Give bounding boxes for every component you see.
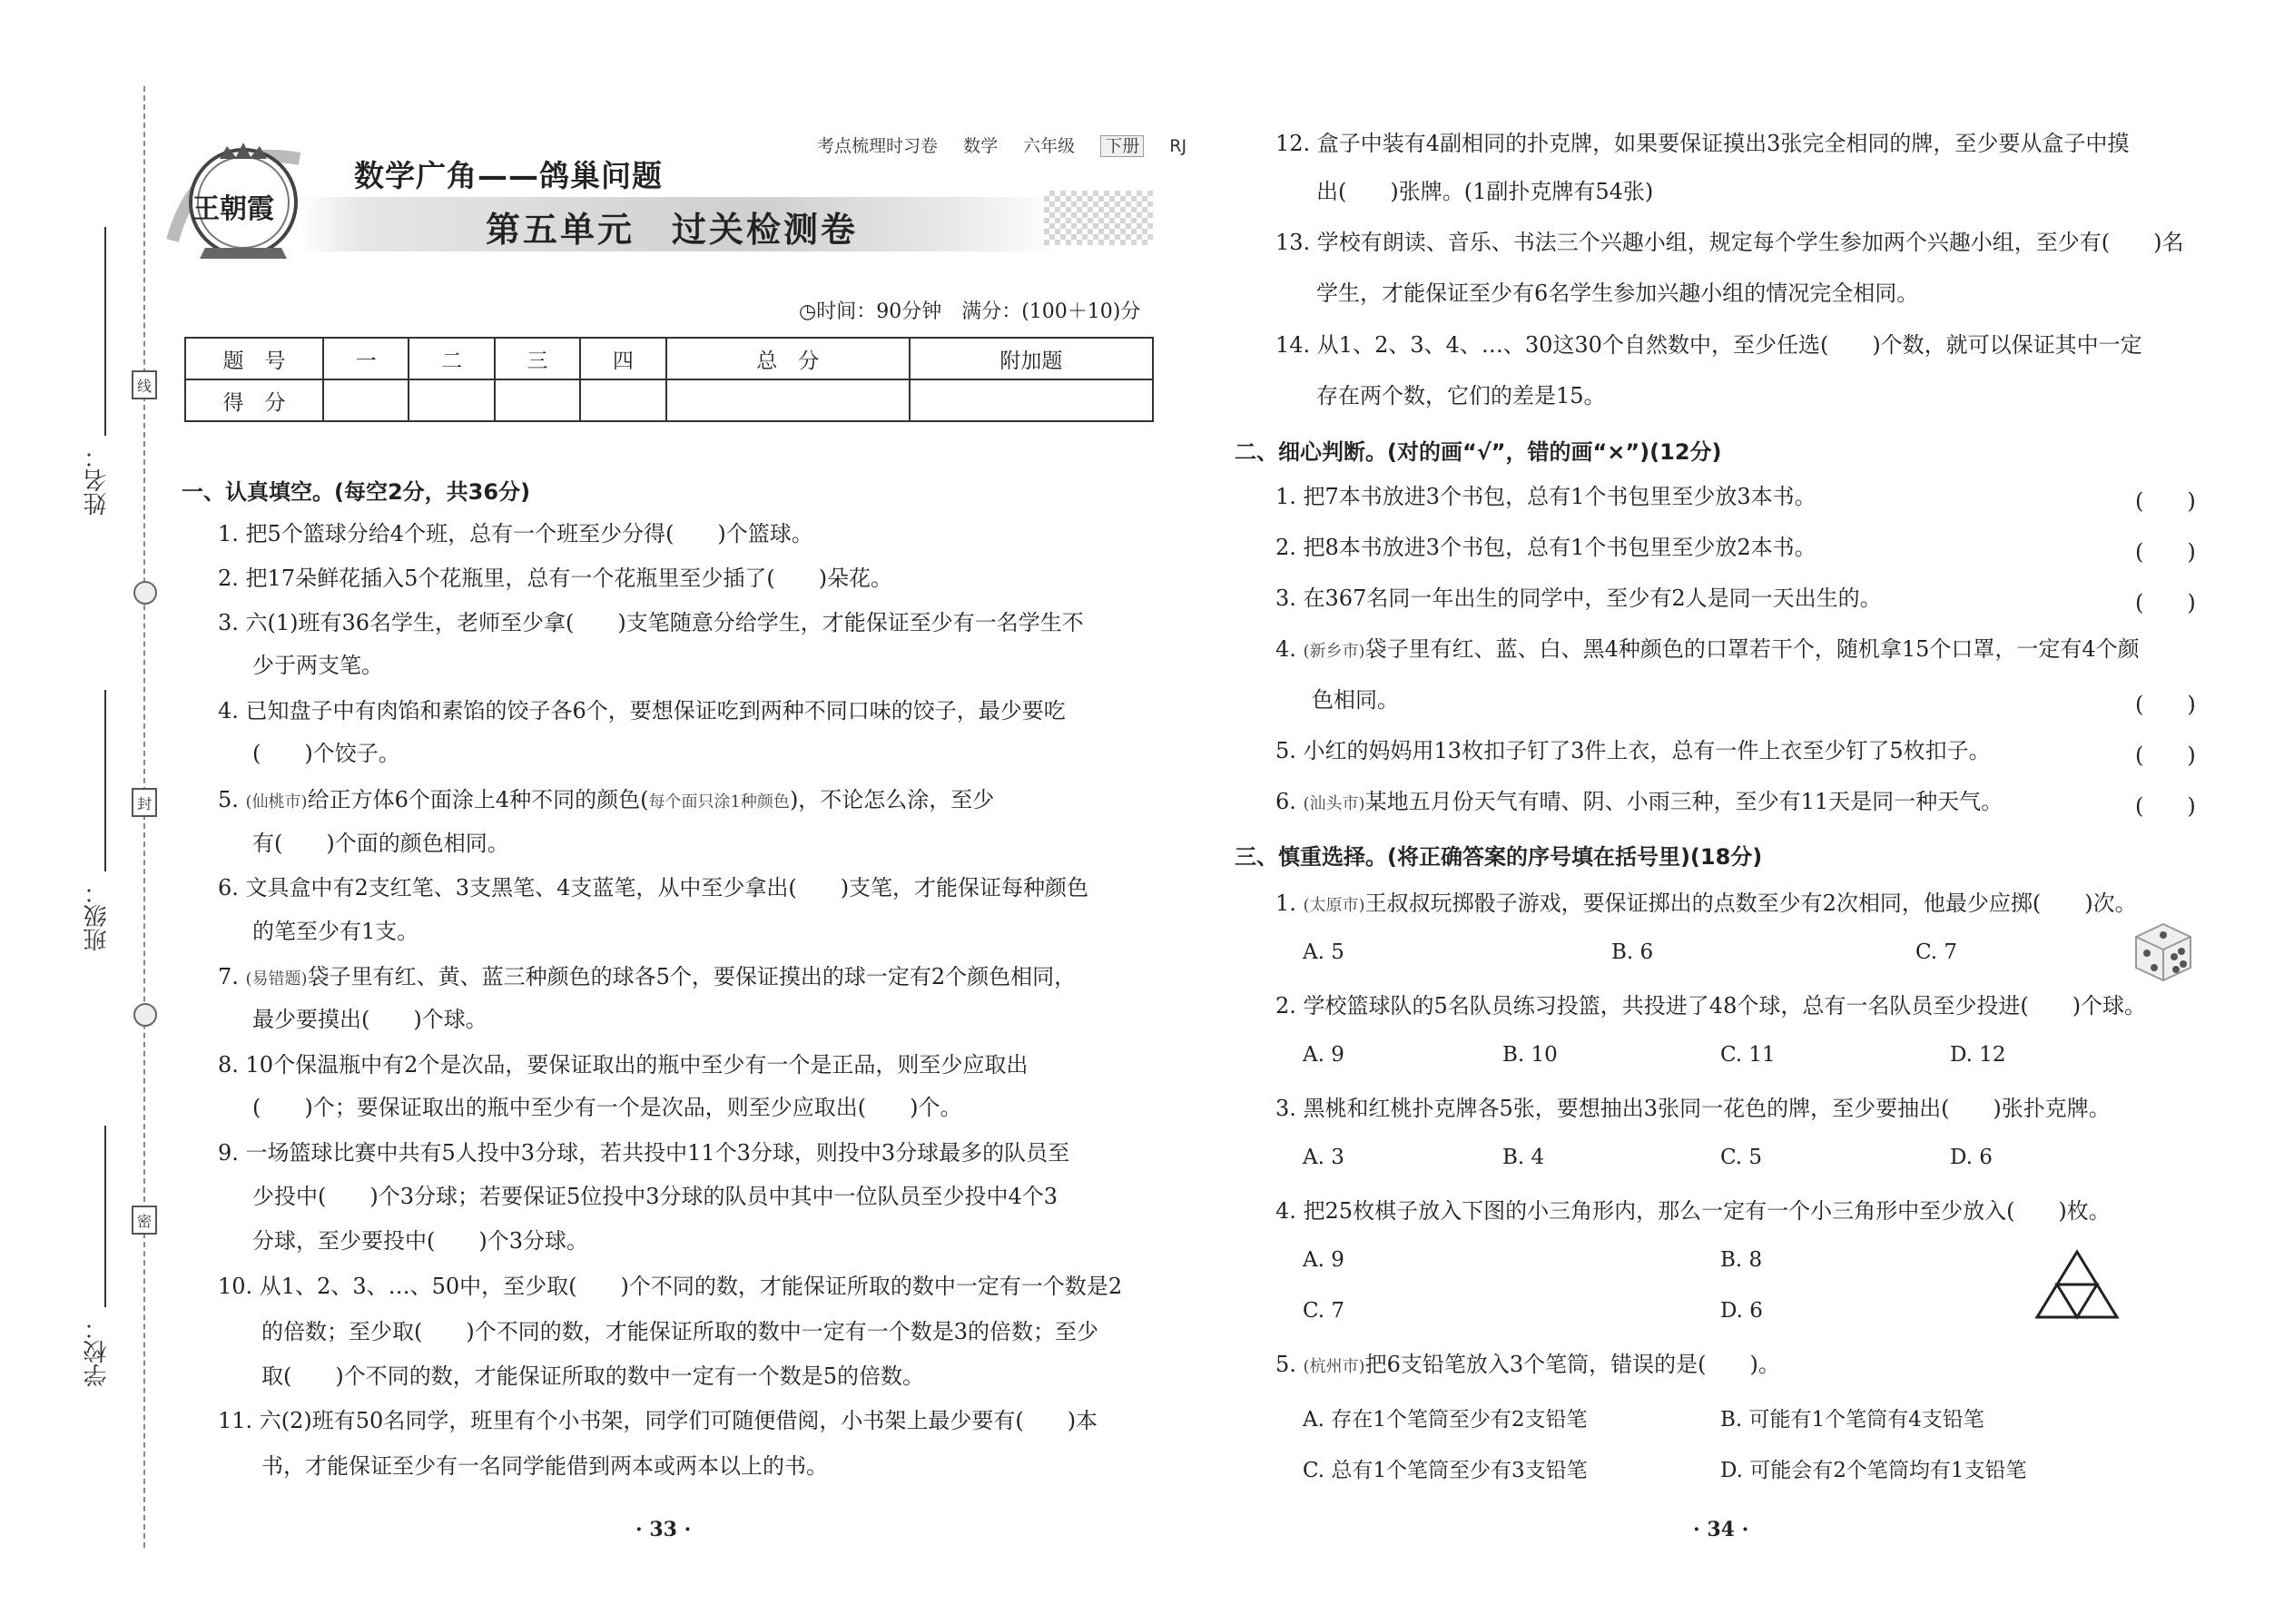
- question-text: 把6支铅笔放入3个笔筒，错误的是( )。: [1364, 1352, 1780, 1377]
- source-tag: (汕头市): [1303, 794, 1365, 813]
- question-9-line3: 分球，至少要投中( )个3分球。: [252, 1228, 588, 1254]
- table-cell: 附加题: [910, 338, 1153, 379]
- option-a[interactable]: A. 存在1个笔筒至少有2支铅笔: [1303, 1408, 1588, 1432]
- table-row: [185, 379, 1153, 421]
- score-input-cell[interactable]: [495, 379, 580, 421]
- name-underline: [104, 227, 106, 436]
- question-10-line2: 的倍数；至少取( )个不同的数，才能保证所取的数中一定有一个数是3的倍数；至少: [261, 1319, 1098, 1344]
- option-d[interactable]: D. 6: [1720, 1299, 1763, 1323]
- option-c[interactable]: C. 11: [1720, 1043, 1776, 1067]
- option-a[interactable]: A. 9: [1303, 1043, 1344, 1067]
- triangle-diagram: [2033, 1248, 2121, 1321]
- binding-hole-icon: [133, 581, 157, 605]
- question-1: 1. 把5个篮球分给4个班，总有一个班至少分得( )个篮球。: [218, 521, 813, 546]
- question-4-line1: 4. 已知盘子中有肉馅和素馅的饺子各6个，要想保证吃到两种不同口味的饺子，最少要吃: [218, 698, 1066, 723]
- logo-text: 王朝霞: [192, 193, 274, 225]
- page-title: 第五单元 过关检测卷: [486, 210, 859, 250]
- page-number-right: · 34 ·: [1693, 1518, 1749, 1541]
- answer-bracket[interactable]: ( ): [2135, 488, 2196, 514]
- judge-4-line2: 色相同。: [1312, 687, 1399, 713]
- source-tag: (新乡市): [1303, 642, 1365, 661]
- table-cell: 题 号: [185, 338, 323, 379]
- score-input-cell[interactable]: [910, 379, 1153, 421]
- note-text: 每个面只涂1种颜色: [648, 792, 790, 812]
- unit-subtitle: 数学广角——鸽巢问题: [354, 158, 663, 193]
- question-13-line2: 学生，才能保证至少有6名学生参加兴趣小组的情况完全相同。: [1316, 281, 1919, 306]
- option-c[interactable]: C. 7: [1915, 940, 1958, 964]
- option-c[interactable]: C. 5: [1720, 1146, 1763, 1169]
- question-6-line2: 的笔至少有1支。: [252, 919, 419, 944]
- header-meta: [817, 133, 1206, 157]
- question-6-line1: 6. 文具盒中有2支红笔、3支黑笔、4支蓝笔，从中至少拿出( )支笔，才能保证每种颜色: [218, 875, 1089, 901]
- table-cell: 总 分: [666, 338, 910, 379]
- source-tag: (易错题): [245, 969, 308, 989]
- score-input-cell[interactable]: [580, 379, 665, 421]
- option-c[interactable]: C. 7: [1303, 1299, 1345, 1323]
- question-text: 给正方体6个面涂上4种不同的颜色(: [307, 787, 649, 812]
- checker-decoration: [1044, 191, 1153, 245]
- question-3-line2: 少于两支笔。: [252, 653, 383, 678]
- option-d[interactable]: D. 可能会有2个笔筒均有1支铅笔: [1720, 1459, 2027, 1482]
- question-2: 2. 把17朵鲜花插入5个花瓶里，总有一个花瓶里至少插了( )朵花。: [218, 566, 893, 591]
- choice-5: 5. (杭州市)把6支铅笔放入3个笔筒，错误的是( )。: [1275, 1352, 1780, 1377]
- question-12-line2: 出( )张牌。(1副扑克牌有54张): [1316, 179, 1654, 204]
- seal-mark-feng: 封: [132, 788, 157, 817]
- choice-4: 4. 把25枚棋子放入下图的小三角形内，那么一定有一个小三角形中至少放入( )枚。: [1275, 1198, 2111, 1224]
- score-input-cell[interactable]: [666, 379, 910, 421]
- option-b[interactable]: B. 4: [1502, 1146, 1545, 1169]
- question-4-line2: ( )个饺子。: [252, 741, 400, 766]
- option-d[interactable]: D. 6: [1950, 1146, 1993, 1169]
- question-11-line2: 书，才能保证至少有一名同学能借到两本或两本以上的书。: [261, 1453, 828, 1479]
- question-12-line1: 12. 盒子中装有4副相同的扑克牌，如果要保证摸出3张完全相同的牌，至少要从盒子中摸: [1275, 131, 2130, 156]
- answer-bracket[interactable]: ( ): [2135, 539, 2196, 565]
- question-9-line1: 9. 一场篮球比赛中共有5人投中3分球，若共投中11个3分球，则投中3分球最多的队员至: [218, 1140, 1070, 1166]
- question-14-line2: 存在两个数，它们的差是15。: [1316, 383, 1606, 408]
- choice-2: 2. 学校篮球队的5名队员练习投篮，共投进了48个球，总有一名队员至少投进( )个球。: [1275, 993, 2147, 1019]
- answer-bracket[interactable]: ( ): [2135, 793, 2196, 819]
- option-b[interactable]: B. 6: [1611, 940, 1654, 964]
- choice-3: 3. 黑桃和红桃扑克牌各5张，要想抽出3张同一花色的牌，至少要抽出( )张扑克牌。: [1275, 1096, 2111, 1121]
- name-label: 姓名：: [84, 445, 111, 516]
- option-d[interactable]: D. 12: [1950, 1043, 2006, 1067]
- table-cell: 得 分: [185, 379, 323, 421]
- judge-2: 2. 把8本书放进3个书包，总有1个书包里至少放2本书。: [1275, 535, 1816, 560]
- option-a[interactable]: A. 3: [1303, 1146, 1344, 1169]
- meta-volume: 下册: [1100, 135, 1144, 157]
- section-1-heading: 一、认真填空。(每空2分，共36分): [182, 479, 531, 505]
- seal-mark-mi: 密: [132, 1206, 157, 1235]
- judge-4-line1: 4. (新乡市)袋子里有红、蓝、白、黑4种颜色的口罩若干个，随机拿15个口罩，一定有4个颜: [1275, 636, 2140, 662]
- table-cell: 二: [409, 338, 494, 379]
- dice-icon: [2129, 917, 2198, 986]
- source-tag: (杭州市): [1303, 1357, 1365, 1376]
- meta-series: 考点梳理时习卷: [817, 136, 939, 156]
- table-row: [185, 338, 1153, 379]
- judge-5: 5. 小红的妈妈用13枚扣子钉了3件上衣，总有一件上衣至少钉了5枚扣子。: [1275, 738, 1991, 763]
- class-underline: [104, 690, 106, 871]
- score-table: [184, 337, 1154, 422]
- source-tag: (太原市): [1303, 896, 1365, 915]
- binding-hole-icon: [133, 1003, 157, 1027]
- judge-3: 3. 在367名同一年出生的同学中，至少有2人是同一天出生的。: [1275, 586, 1882, 611]
- answer-bracket[interactable]: ( ): [2135, 590, 2196, 615]
- table-cell: 四: [580, 338, 665, 379]
- question-10-line3: 取( )个不同的数，才能保证所取的数中一定有一个数是5的倍数。: [261, 1363, 924, 1389]
- question-7-line1: 7. (易错题)袋子里有红、黄、蓝三种颜色的球各5个，要保证摸出的球一定有2个颜色相同，: [218, 964, 1077, 989]
- question-10-line1: 10. 从1、2、3、…、50中，至少取( )个不同的数，才能保证所取的数中一定有一个数是2: [218, 1274, 1123, 1299]
- answer-bracket[interactable]: ( ): [2135, 743, 2196, 768]
- meta-subject: 数学: [963, 136, 999, 156]
- question-text: 某地五月份天气有晴、阴、小雨三种，至少有11天是同一种天气。: [1364, 789, 2004, 814]
- question-text: 袋子里有红、黄、蓝三种颜色的球各5个，要保证摸出的球一定有2个颜色相同，: [307, 964, 1077, 989]
- question-text: 袋子里有红、蓝、白、黑4种颜色的口罩若干个，随机拿15个口罩，一定有4个颜: [1364, 636, 2140, 662]
- option-b[interactable]: B. 可能有1个笔筒有4支铅笔: [1720, 1408, 1984, 1432]
- judge-1: 1. 把7本书放进3个书包，总有1个书包里至少放3本书。: [1275, 484, 1816, 509]
- judge-6: 6. (汕头市)某地五月份天气有晴、阴、小雨三种，至少有11天是同一种天气。: [1275, 789, 2004, 814]
- question-8-line1: 8. 10个保温瓶中有2个是次品，要保证取出的瓶中至少有一个是正品，则至少应取出: [218, 1052, 1029, 1078]
- option-c[interactable]: C. 总有1个笔筒至少有3支铅笔: [1303, 1459, 1588, 1482]
- page-number-left: · 33 ·: [635, 1518, 692, 1541]
- question-13-line1: 13. 学校有朗读、音乐、书法三个兴趣小组，规定每个学生参加两个兴趣小组，至少有( )名: [1275, 230, 2184, 255]
- question-3-line1: 3. 六(1)班有36名学生，老师至少拿( )支笔随意分给学生，才能保证至少有一名学生不: [218, 610, 1084, 635]
- question-9-line2: 少投中( )个3分球；若要保证5位投中3分球的队员中其中一位队员至少投中4个3: [252, 1184, 1058, 1209]
- table-cell: 一: [323, 338, 409, 379]
- seal-mark-xian: 线: [132, 370, 157, 399]
- option-b[interactable]: B. 10: [1502, 1043, 1558, 1067]
- option-a[interactable]: A. 9: [1303, 1248, 1344, 1272]
- option-a[interactable]: A. 5: [1303, 940, 1344, 964]
- class-label: 班级：: [84, 881, 111, 951]
- section-2-heading: 二、细心判断。(对的画“√”，错的画“×”)(12分): [1235, 439, 1722, 465]
- source-tag: (仙桃市): [245, 792, 308, 812]
- question-text: 王叔叔玩掷骰子游戏，要保证掷出的点数至少有2次相同，他最少应掷( )次。: [1364, 891, 2137, 916]
- question-5-line1: 5. (仙桃市)给正方体6个面涂上4种不同的颜色(每个面只涂1种颜色)，不论怎么涂，至少: [218, 787, 995, 812]
- school-label: 学校：: [84, 1316, 111, 1387]
- question-11-line1: 11. 六(2)班有50名同学，班里有个小书架，同学们可随便借阅，小书架上最少要有( )本: [218, 1408, 1098, 1433]
- question-7-line2: 最少要摸出( )个球。: [252, 1007, 487, 1032]
- question-8-line2: ( )个；要保证取出的瓶中至少有一个是次品，则至少应取出( )个。: [252, 1095, 962, 1120]
- school-underline: [104, 1126, 106, 1307]
- answer-bracket[interactable]: ( ): [2135, 692, 2196, 717]
- question-5-line2: 有( )个面的颜色相同。: [252, 831, 509, 856]
- time-info: ◷时间：90分钟 满分：(100＋10)分: [799, 300, 1141, 323]
- table-cell: 三: [495, 338, 580, 379]
- meta-grade: 六年级: [1023, 136, 1076, 156]
- question-text: )，不论怎么涂，至少: [789, 787, 995, 812]
- score-input-cell[interactable]: [409, 379, 494, 421]
- choice-1: 1. (太原市)王叔叔玩掷骰子游戏，要保证掷出的点数至少有2次相同，他最少应掷( )次。: [1275, 891, 2137, 916]
- score-input-cell[interactable]: [323, 379, 409, 421]
- question-14-line1: 14. 从1、2、3、4、…、30这30个自然数中，至少任选( )个数，就可以保证其中一定: [1275, 332, 2142, 358]
- meta-edition: RJ: [1169, 136, 1187, 156]
- section-3-heading: 三、慎重选择。(将正确答案的序号填在括号里)(18分): [1235, 844, 1763, 870]
- binding-dashed-line: [143, 86, 145, 1548]
- option-b[interactable]: B. 8: [1720, 1248, 1763, 1272]
